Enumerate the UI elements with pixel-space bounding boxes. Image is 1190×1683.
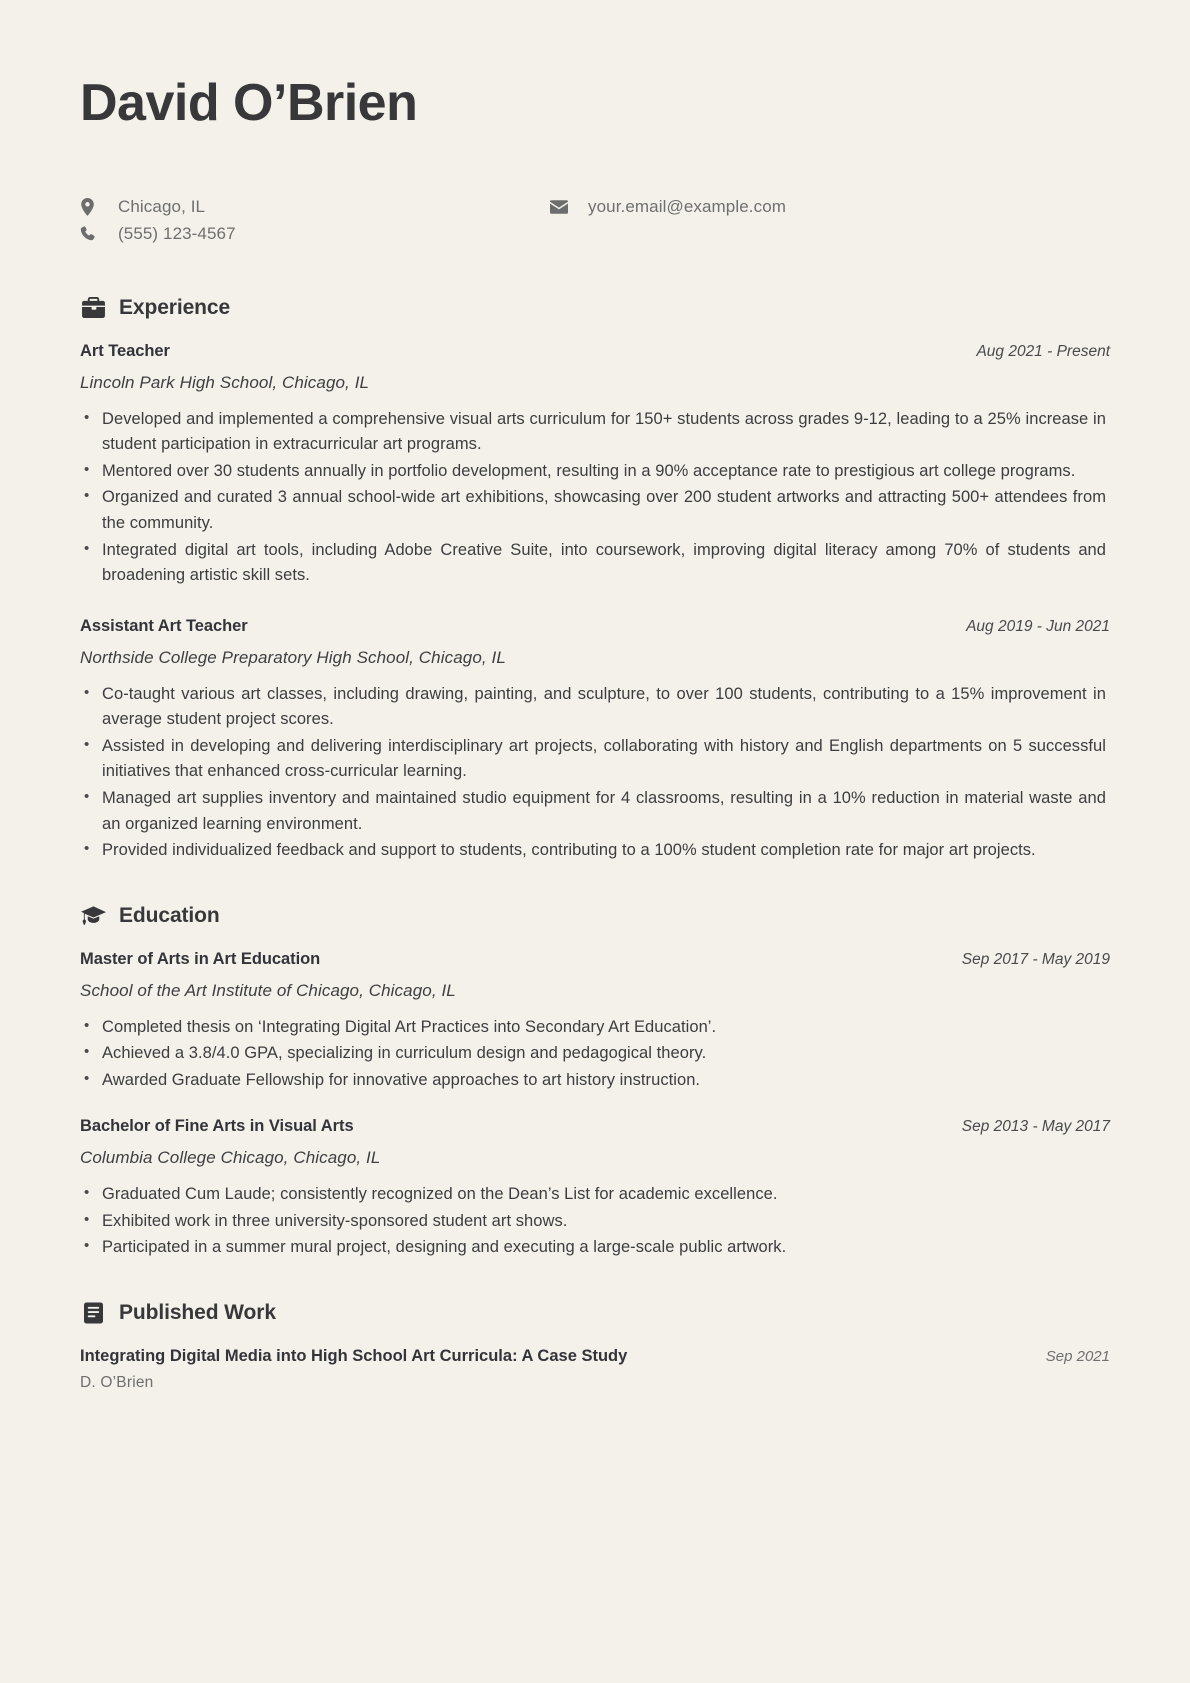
book-icon	[80, 1301, 106, 1325]
job-bullet-list	[80, 682, 1110, 864]
section-header-education	[80, 904, 1110, 928]
publication-date: Sep 2021	[1045, 1348, 1110, 1366]
list-item: • Mentored over 30 students annually in portfolio development, resulting in a 90% acceptance rate to prestigious art college programs.	[80, 459, 1110, 485]
experience-entry-header	[80, 342, 1110, 361]
location-text: Chicago, IL	[118, 197, 206, 217]
list-item: • Co-taught various art classes, including drawing, painting, and sculpture, to over 100 students, contributing to a 15% improvement in average student project scores.	[80, 682, 1110, 733]
job-title: Assistant Art Teacher	[80, 616, 248, 635]
job-date-range: Aug 2019 - Jun 2021	[966, 617, 1110, 635]
education-bullet-list	[80, 1182, 1110, 1261]
list-item: • Developed and implemented a comprehensive visual arts curriculum for 150+ students across grades 9-12, leading to a 25% increase in student participation in extracurricular art programs.	[80, 407, 1110, 458]
section-title-experience: Experience	[119, 295, 231, 319]
publication-entry	[80, 1347, 1110, 1392]
contact-column-left	[80, 194, 236, 248]
degree-title: Master of Arts in Art Education	[80, 949, 321, 968]
section-header-experience	[80, 296, 1110, 320]
job-organization: Lincoln Park High School, Chicago, IL	[80, 372, 370, 392]
publication-author: D. O’Brien	[80, 1374, 154, 1392]
section-published-work	[80, 1301, 1110, 1392]
candidate-name: David O’Brien	[80, 74, 418, 132]
briefcase-icon	[80, 296, 106, 320]
contact-phone	[80, 221, 236, 248]
education-bullet-list	[80, 1015, 1110, 1094]
list-item: • Provided individualized feedback and support to students, contributing to a 100% student completion rate for major art projects.	[80, 838, 1110, 864]
section-education	[80, 904, 1110, 1261]
list-item: • Exhibited work in three university-sponsored student art shows.	[80, 1209, 1110, 1235]
education-entry	[80, 1117, 1110, 1261]
degree-title: Bachelor of Fine Arts in Visual Arts	[80, 1117, 354, 1136]
job-date-range: Aug 2021 - Present	[976, 342, 1110, 360]
list-item: • Integrated digital art tools, including Adobe Creative Suite, into coursework, improving digital literacy among 70% of students and broadening artistic skill sets.	[80, 538, 1110, 589]
email-text: your.email@example.com	[588, 197, 787, 217]
section-header-published-work	[80, 1301, 1110, 1325]
list-item: • Awarded Graduate Fellowship for innovative approaches to art history instruction.	[80, 1068, 1110, 1094]
list-item: • Assisted in developing and delivering interdisciplinary art projects, collaborating with history and English departments on 5 successful initiatives that enhanced cross-curricular learning.	[80, 734, 1110, 785]
job-bullet-list	[80, 407, 1110, 589]
education-entry-header	[80, 1117, 1110, 1136]
school-name: Columbia College Chicago, Chicago, IL	[80, 1148, 381, 1168]
experience-entry-header	[80, 617, 1110, 636]
publication-title: Integrating Digital Media into High School Art Curricula: A Case Study	[80, 1347, 628, 1366]
list-item: • Participated in a summer mural project, designing and executing a large-scale public artwork.	[80, 1235, 1110, 1261]
section-experience	[80, 296, 1110, 864]
list-item: • Achieved a 3.8/4.0 GPA, specializing in curriculum design and pedagogical theory.	[80, 1041, 1110, 1067]
graduation-cap-icon	[80, 904, 106, 928]
phone-icon	[80, 226, 102, 242]
list-item: • Graduated Cum Laude; consistently recognized on the Dean’s List for academic excellence.	[80, 1182, 1110, 1208]
job-title: Art Teacher	[80, 341, 170, 360]
degree-date-range: Sep 2013 - May 2017	[961, 1118, 1110, 1136]
envelope-icon	[550, 200, 572, 214]
contact-email	[550, 194, 786, 221]
school-name: School of the Art Institute of Chicago, Chicago, IL	[80, 980, 456, 1000]
map-pin-icon	[80, 198, 102, 216]
publication-entry-header	[80, 1347, 1110, 1366]
section-title-education: Education	[119, 903, 220, 927]
list-item: • Managed art supplies inventory and maintained studio equipment for 4 classrooms, resulting in a 10% reduction in material waste and an organized learning environment.	[80, 786, 1110, 837]
education-entry	[80, 950, 1110, 1094]
contact-info	[80, 194, 1110, 256]
contact-location	[80, 194, 236, 221]
resume-header	[80, 74, 1110, 256]
experience-entry	[80, 342, 1110, 589]
list-item: • Organized and curated 3 annual school-wide art exhibitions, showcasing over 200 student artworks and attracting 500+ attendees from the community.	[80, 485, 1110, 536]
section-title-published-work: Published Work	[119, 1301, 276, 1325]
job-organization: Northside College Preparatory High School, Chicago, IL	[80, 647, 506, 667]
experience-entry	[80, 617, 1110, 864]
degree-date-range: Sep 2017 - May 2019	[961, 950, 1110, 968]
phone-text: (555) 123-4567	[118, 224, 236, 244]
contact-column-right	[550, 194, 786, 221]
list-item: • Completed thesis on ‘Integrating Digital Art Practices into Secondary Art Education’.	[80, 1015, 1110, 1041]
education-entry-header	[80, 950, 1110, 969]
